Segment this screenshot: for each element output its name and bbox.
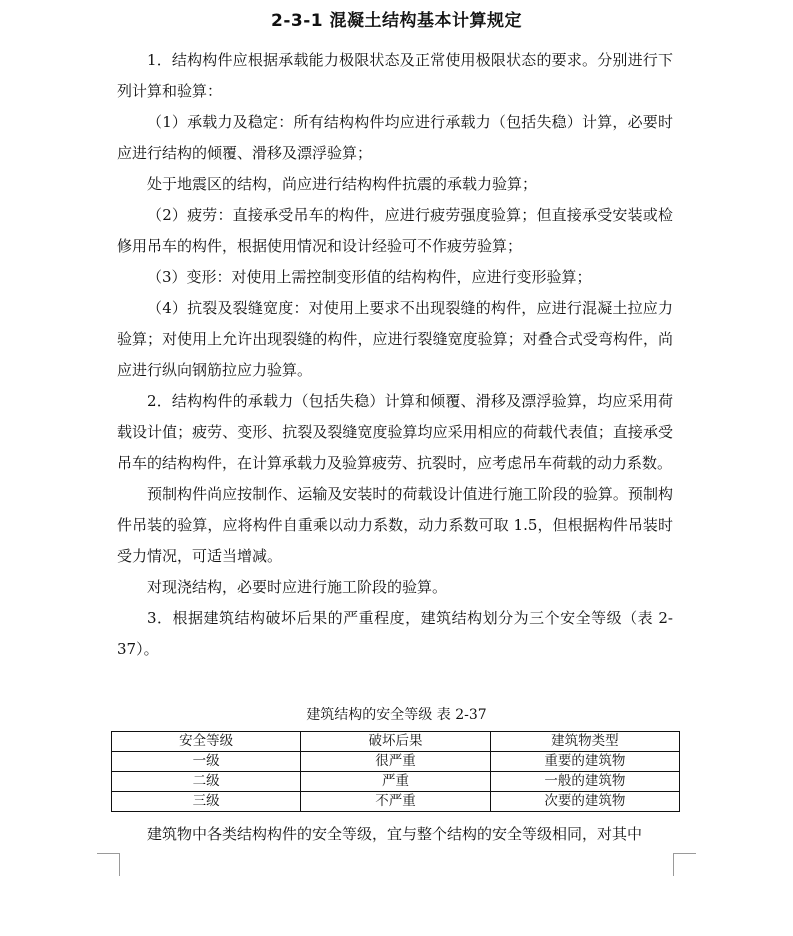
table-cell: 一级 [112,752,301,772]
table-header-row [112,732,680,752]
continuation-paragraph: 建筑物中各类结构构件的安全等级，宜与整个结构的安全等级相同，对其中 [147,825,643,843]
paragraph: （2）疲劳：直接承受吊车的构件，应进行疲劳强度验算；但直接承受安装或检修用吊车的构件，根据使用情况和设计经验可不作疲劳验算； [117,206,673,255]
safety-grade-table [111,731,680,812]
table-cell: 次要的建筑物 [490,792,679,812]
document-body [117,45,673,665]
table-header-cell: 安全等级 [112,732,301,752]
paragraph: （3）变形：对使用上需控制变形值的结构构件，应进行变形验算； [147,268,592,286]
table-cell: 严重 [301,772,490,792]
paragraph: （1）承载力及稳定：所有结构构件均应进行承载力（包括失稳）计算，必要时应进行结构的倾覆、滑移及漂浮验算； [117,113,673,162]
table-cell: 二级 [112,772,301,792]
paragraph: 处于地震区的结构，尚应进行结构构件抗震的承载力验算； [147,175,538,193]
page-corner-mark-right [673,853,696,876]
paragraph: 2．结构构件的承载力（包括失稳）计算和倾覆、滑移及漂浮验算，均应采用荷载设计值；疲劳、变形、抗裂及裂缝宽度验算均应采用相应的荷载代表值；直接承受吊车的结构构件，在计算承载力及验算疲劳、抗裂时，应考虑吊车荷载的动力系数。 [117,392,673,472]
table-cell: 重要的建筑物 [490,752,679,772]
table-cell: 三级 [112,792,301,812]
table-row [112,752,680,772]
table-cell: 很严重 [301,752,490,772]
table-cell: 不严重 [301,792,490,812]
table-cell: 一般的建筑物 [490,772,679,792]
table-header-cell: 建筑物类型 [490,732,679,752]
paragraph: 1．结构构件应根据承载能力极限状态及正常使用极限状态的要求。分别进行下列计算和验算： [117,51,673,100]
table-header-cell: 破坏后果 [301,732,490,752]
page-corner-mark-left [97,853,120,876]
table-caption: 建筑结构的安全等级 表 2-37 [306,707,487,723]
paragraph: （4）抗裂及裂缝宽度：对使用上要求不出现裂缝的构件，应进行混凝土拉应力验算；对使用上允许出现裂缝的构件，应进行裂缝宽度验算；对叠合式受弯构件，尚应进行纵向钢筋拉应力验算。 [117,299,673,379]
paragraph: 对现浇结构，必要时应进行施工阶段的验算。 [147,578,448,596]
paragraph: 预制构件尚应按制作、运输及安装时的荷载设计值进行施工阶段的验算。预制构件吊装的验算，应将构件自重乘以动力系数，动力系数可取 1.5，但根据构件吊装时受力情况，可适当增减。 [117,485,673,565]
table-row [112,792,680,812]
table-row [112,772,680,792]
paragraph: 3．根据建筑结构破坏后果的严重程度，建筑结构划分为三个安全等级（表 2-37）。 [117,609,673,658]
page-title: 2-3-1 混凝土结构基本计算规定 [270,11,522,31]
